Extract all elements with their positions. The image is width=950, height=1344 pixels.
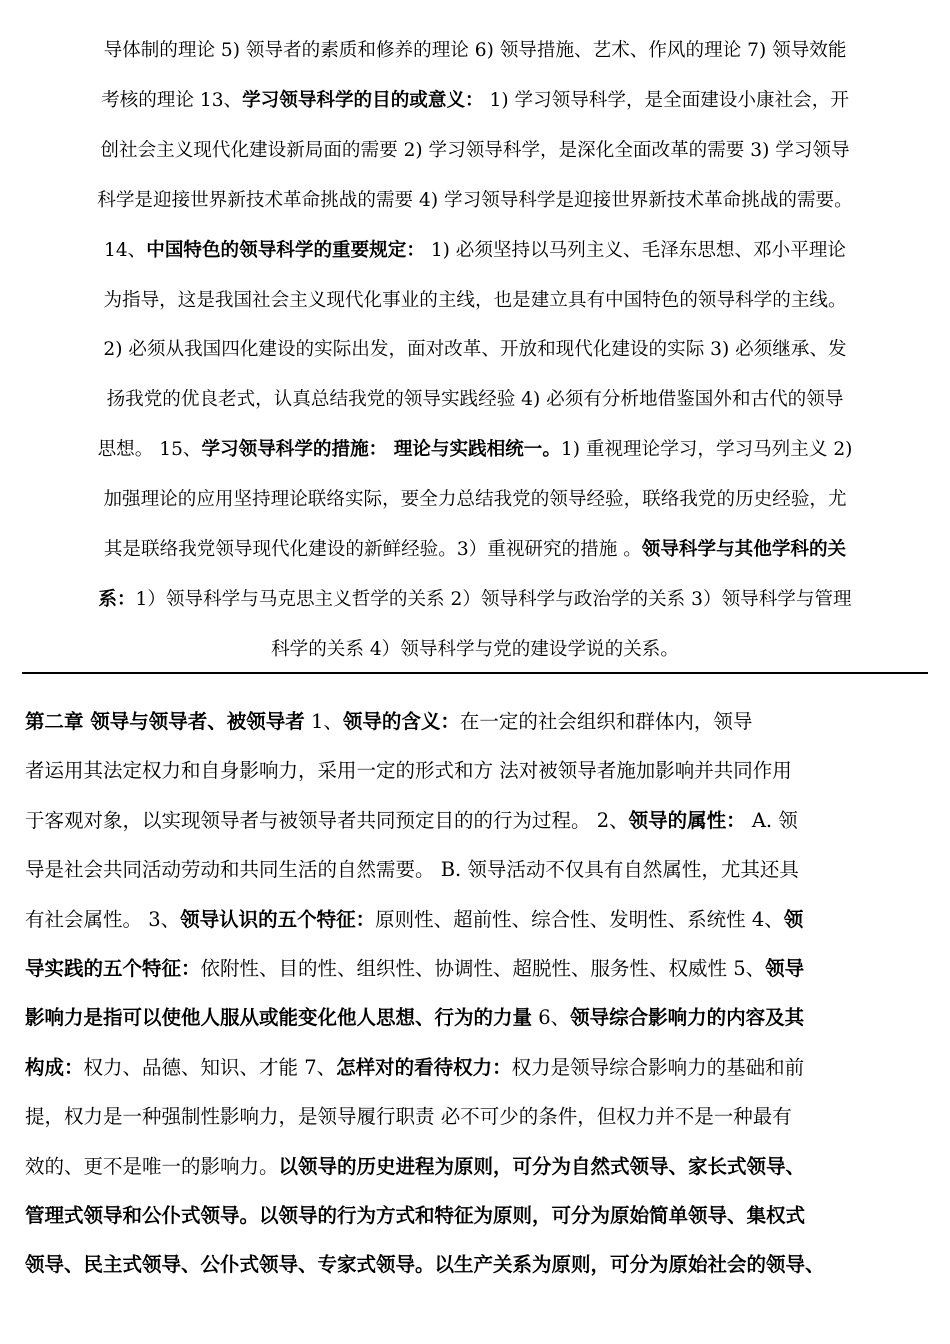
bold-text-run: 影响力是指可以使他人服从或能变化他人思想、行为的力量 <box>25 1006 533 1030</box>
bold-text-run: 领导认识的五个特征： <box>180 907 376 931</box>
text-run: 考核的理论 13、 <box>101 89 243 111</box>
text-run: 1）领导科学与马克思主义哲学的关系 2）领导科学与政治学的关系 3）领导科学与管理 <box>135 588 852 610</box>
text-line <box>25 707 752 737</box>
text-line <box>25 806 798 836</box>
text-line <box>25 1053 804 1083</box>
text-line <box>0 485 950 515</box>
text-line <box>0 136 950 166</box>
text-run: 导是社会共同活动劳动和共同生活的自然需要。 B. 领导活动不仅具有自然属性，尤其还具 <box>25 858 799 882</box>
bold-text-run: 领导、民主式领导、公仆式领导、专家式领导。以生产关系为原则，可分为原始社会的领导、 <box>25 1253 825 1277</box>
text-run: 加强理论的应用坚持理论联络实际，要全力总结我党的领导经验，联络我党的历史经验，尤 <box>103 489 847 511</box>
text-run: 于客观对象，以实现领导者与被领导者共同预定目的的行为过程。 2、 <box>25 808 629 832</box>
text-run: 依附性、目的性、组织性、协调性、超脱性、服务性、权威性 5、 <box>200 957 766 980</box>
bold-text-run: 领导科学与其他学科的关 <box>641 539 847 560</box>
bold-text-run: 学习领导科学的目的或意义： <box>242 89 484 111</box>
text-line <box>25 1250 825 1280</box>
text-line <box>25 756 792 786</box>
text-run: 为指导，这是我国社会主义现代化事业的主线，也是建立具有中国特色的领导科学的主线。 <box>103 289 847 311</box>
text-run: 1) 重视理论学习，学习马列主义 2) <box>560 439 853 461</box>
bold-text-run: 以领导的历史进程为原则，可分为自然式领导、家长式领导、 <box>278 1154 806 1178</box>
text-run: 14、 <box>104 239 147 261</box>
text-run: 2) 必须从我国四化建设的实际出发，面对改革、开放和现代化建设的实际 3) 必须继承、发 <box>103 339 847 361</box>
text-run: 权力、品德、知识、才能 7、 <box>83 1055 337 1079</box>
text-line <box>0 435 950 465</box>
bold-text-run: 构成： <box>25 1055 84 1079</box>
text-run: 扬我党的优良老式，认真总结我党的领导实践经验 4) 必须有分析地借鉴国外和古代的领导 <box>106 389 844 411</box>
text-run: 科学是迎接世界新技术革命挑战的需要 4) 学习领导科学是迎接世界新技术革命挑战的需要。 <box>97 189 853 211</box>
bold-text-run: 中国特色的领导科学的重要规定： <box>146 239 425 261</box>
bold-text-run: 系： <box>98 588 136 610</box>
text-line <box>0 535 950 565</box>
text-run: A. 领 <box>745 808 798 832</box>
text-run: 导体制的理论 5) 领导者的素质和修养的理论 6) 领导措施、艺术、作风的理论 7) 领导效能 <box>103 40 847 61</box>
text-run: 提，权力是一种强制性影响力，是领导履行职责 必不可少的条件，但权力并不是一种最有 <box>25 1105 792 1129</box>
bold-text-run: 学习领导科学的措施： 理论与实践相统一。 <box>201 439 561 461</box>
text-line <box>25 1003 804 1033</box>
bold-text-run: 第二章 领导与领导者、被领导者 <box>25 710 305 733</box>
bold-text-run: 领导的属性： <box>628 808 746 832</box>
text-run: 权力是领导综合影响力的基础和前 <box>511 1055 805 1079</box>
text-line <box>25 1102 792 1132</box>
text-line <box>0 236 950 266</box>
text-run: 1) 必须坚持以马列主义、毛泽东思想、邓小平理论 <box>424 239 846 261</box>
bold-text-run: 领 <box>783 907 804 931</box>
text-line <box>0 286 950 316</box>
text-line <box>25 855 799 885</box>
text-line <box>0 86 950 116</box>
text-line <box>25 1201 805 1231</box>
text-run: 1) 学习领导科学，是全面建设小康社会，开 <box>483 89 849 111</box>
text-run: 6、 <box>532 1006 571 1030</box>
text-run: 在一定的社会组织和群体内，领导 <box>459 710 753 733</box>
text-line <box>0 385 950 415</box>
text-run: 原则性、超前性、综合性、发明性、系统性 4、 <box>375 907 784 931</box>
text-run: 1、 <box>304 710 343 733</box>
bold-text-run: 导实践的五个特征： <box>25 957 201 980</box>
text-line <box>0 186 950 216</box>
bold-text-run: 怎样对的看待权力： <box>336 1055 512 1079</box>
text-line <box>25 905 803 935</box>
text-run: 有社会属性。 3、 <box>25 907 181 931</box>
text-run: 者运用其法定权力和自身影响力，采用一定的形式和方 法对被领导者施加影响并共同作用 <box>25 759 792 783</box>
text-run: 思想。 15、 <box>97 439 202 461</box>
bold-text-run: 管理式领导和公仆式领导。以领导的行为方式和特征为原则，可分为原始简单领导、集权式 <box>25 1204 806 1227</box>
text-line <box>0 36 950 66</box>
text-run: 效的、更不是唯一的影响力。 <box>25 1154 279 1178</box>
bold-text-run: 领导 <box>765 957 805 980</box>
text-run: 创社会主义现代化建设新局面的需要 2) 学习领导科学，是深化全面改革的需要 3) 学习领导 <box>100 139 850 161</box>
text-line <box>0 585 950 615</box>
section-divider-line <box>22 672 928 674</box>
text-line <box>0 335 950 365</box>
text-line <box>25 954 804 984</box>
text-run: 科学的关系 4）领导科学与党的建设学说的关系。 <box>271 638 679 660</box>
bold-text-run: 领导综合影响力的内容及其 <box>570 1006 805 1030</box>
text-line <box>0 635 950 665</box>
text-line <box>25 1152 805 1182</box>
bold-text-run: 领导的含义： <box>342 710 460 733</box>
text-run: 其是联络我党领导现代化建设的新鲜经验。3）重视研究的措施 。 <box>103 539 642 560</box>
